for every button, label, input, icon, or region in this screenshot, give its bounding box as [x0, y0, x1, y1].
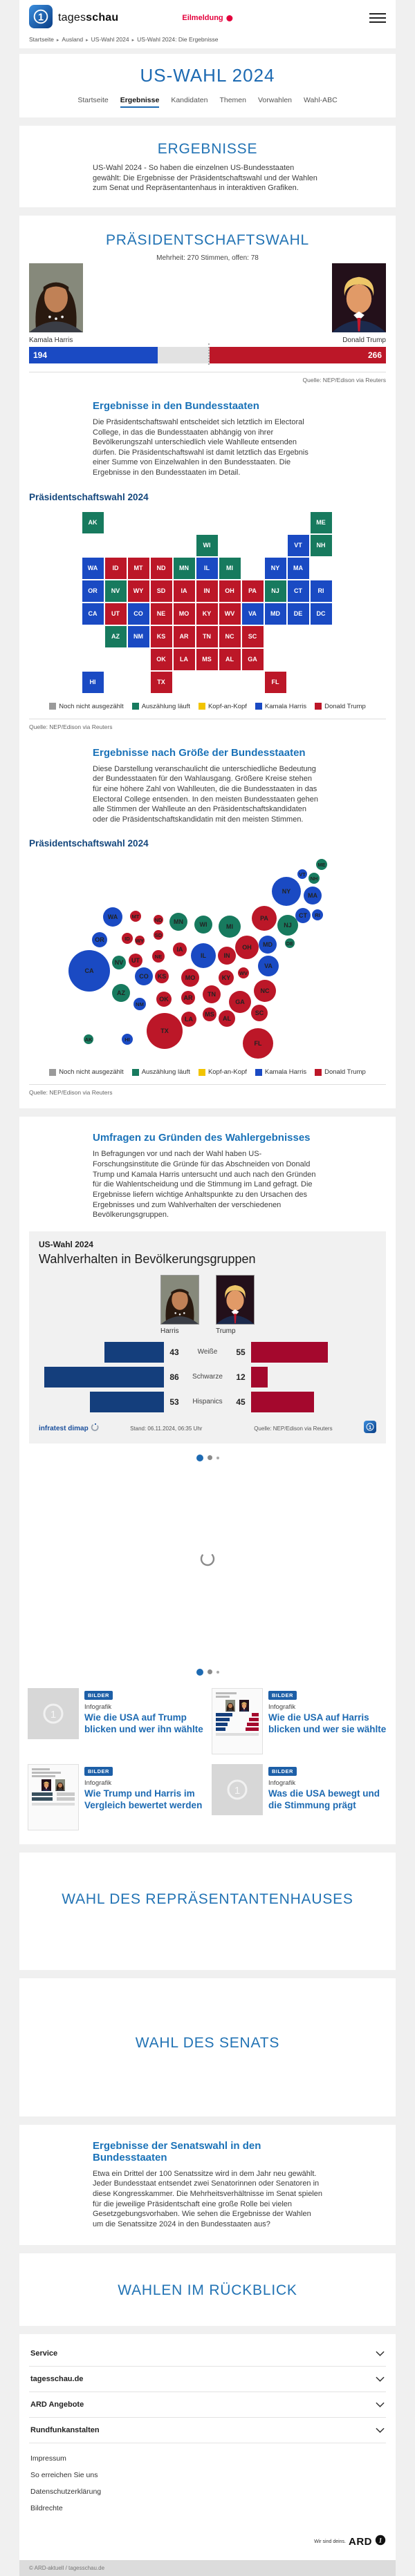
accordion-label: ARD Angebote	[30, 2400, 84, 2409]
breadcrumb-item[interactable]: Startseite	[29, 36, 54, 43]
trump-bar	[251, 1342, 328, 1363]
state-tile-OR[interactable]: OR	[82, 580, 104, 602]
state-bubble-AK[interactable]: AK	[84, 1034, 93, 1044]
tagesschau-mini-icon	[364, 1421, 376, 1437]
state-bubble-KS[interactable]: KS	[155, 969, 169, 983]
state-tile-NJ[interactable]: NJ	[265, 580, 286, 602]
state-bubble-NV[interactable]: NV	[112, 956, 126, 969]
ard-brand: ARD	[349, 2535, 372, 2548]
footer-accordion-ard-angebote[interactable]	[29, 2392, 386, 2418]
teaser-thumbnail-placeholder	[28, 1688, 79, 1739]
breaking-news-dot-icon	[227, 15, 233, 21]
harris-value: 53	[169, 1396, 179, 1407]
state-bubble-AR[interactable]: AR	[181, 991, 195, 1005]
map-legend	[19, 703, 396, 710]
state-bubble-OH[interactable]: OH	[235, 936, 259, 959]
section-heading-senat: WAHL DES SENATS	[135, 2034, 280, 2051]
state-bubble-NE[interactable]: NE	[152, 950, 165, 963]
legend-swatch	[132, 703, 139, 710]
majority-marker	[208, 343, 210, 365]
harris-value: 43	[169, 1347, 179, 1357]
breaking-news-label: Eilmeldung	[182, 14, 223, 22]
legend-swatch	[199, 1069, 205, 1076]
state-bubble-NH[interactable]: NH	[308, 873, 320, 884]
state-bubble-PA[interactable]: PA	[252, 906, 277, 931]
trump-bar	[251, 1367, 268, 1388]
state-tile-WV[interactable]: WV	[219, 603, 241, 625]
harris-bar	[104, 1342, 164, 1363]
state-bubble-GA[interactable]: GA	[229, 991, 251, 1013]
source-note: Quelle: NEP/Edison via Reuters	[29, 1089, 113, 1097]
state-bubble-WI[interactable]: WI	[194, 916, 212, 934]
state-bubble-AZ[interactable]: AZ	[112, 984, 130, 1002]
legend-swatch	[315, 703, 322, 710]
legend-item	[199, 1068, 247, 1076]
harris-value: 86	[169, 1372, 179, 1382]
legend-item	[132, 1068, 190, 1076]
harris-bar-track	[39, 1367, 164, 1388]
state-bubble-OR[interactable]: OR	[92, 932, 107, 947]
ard-tagline: Wir sind deins.	[314, 2539, 346, 2544]
breadcrumb-separator: ▸	[86, 38, 89, 43]
state-tile-ME[interactable]: ME	[311, 512, 332, 533]
legend-swatch	[255, 1069, 262, 1076]
state-bubble-IL[interactable]: IL	[191, 943, 216, 968]
teaser-title: Wie die USA auf Trump blicken und wer ihn wählte	[84, 1712, 203, 1734]
legend-swatch	[49, 703, 56, 710]
state-tile-DE[interactable]: DE	[288, 603, 309, 625]
harris-bar-track	[39, 1392, 164, 1412]
state-tile-NY[interactable]: NY	[265, 558, 286, 579]
teaser-title: Wie Trump und Harris im Vergleich bewertet werden	[84, 1788, 203, 1810]
footer-links	[29, 2450, 386, 2517]
state-tile-NC[interactable]: NC	[219, 626, 241, 647]
menu-burger-icon[interactable]	[369, 10, 386, 26]
tagesschau-wordmark: tagesschau	[58, 12, 119, 23]
state-tile-ID[interactable]: ID	[105, 558, 127, 579]
legend-item	[315, 1068, 366, 1076]
legend-label: Noch nicht ausgezählt	[59, 702, 124, 710]
bilder-badge: BILDER	[84, 1691, 113, 1700]
demographics-bars	[39, 1342, 376, 1412]
state-tile-NH[interactable]: NH	[311, 535, 332, 556]
state-tile-WA[interactable]: WA	[82, 558, 104, 579]
teaser-thumbnail-compare	[28, 1764, 79, 1830]
subheading-umfragen: Umfragen zu Gründen des Wahlergebnisses	[93, 1132, 311, 1144]
state-tile-IN[interactable]: IN	[196, 580, 218, 602]
us-states-choropleth-map[interactable]	[82, 512, 333, 694]
infographic-title: Wahlverhalten in Bevölkerungsgruppen	[39, 1251, 256, 1266]
legend-label: Kamala Harris	[264, 702, 307, 710]
legend-label: Kamala Harris	[264, 1068, 307, 1077]
subheading-groesse: Ergebnisse nach Größe der Bundesstaaten	[93, 746, 306, 759]
chart-label-trump: Trump	[216, 1327, 236, 1335]
state-tile-MA[interactable]: MA	[288, 558, 309, 579]
state-bubble-DE[interactable]: DE	[285, 938, 295, 948]
candidate-name-harris: Kamala Harris	[29, 336, 73, 344]
intro-section	[19, 126, 396, 207]
state-tile-CO[interactable]: CO	[128, 603, 149, 625]
svg-text:1: 1	[368, 1423, 372, 1430]
carousel-pagination	[19, 1455, 396, 1461]
page-title: US-WAHL 2024	[140, 65, 275, 86]
legend-item	[49, 1068, 123, 1076]
state-bubble-ID[interactable]: ID	[122, 933, 133, 944]
legend-item	[199, 703, 247, 710]
state-tile-RI[interactable]: RI	[311, 580, 332, 602]
state-bubble-NC[interactable]: NC	[254, 980, 276, 1002]
carousel-pagination	[19, 1669, 396, 1676]
teaser-kicker: Infografik	[268, 1779, 296, 1787]
group-label: Schwarze	[192, 1373, 223, 1381]
state-bubble-MO[interactable]: MO	[181, 969, 199, 987]
breadcrumb-separator: ▸	[131, 38, 135, 43]
trump-value: 55	[236, 1347, 246, 1357]
source-note: Quelle: NEP/Edison via Reuters	[302, 376, 386, 383]
state-tile-WI[interactable]: WI	[196, 535, 218, 556]
state-bubble-MN[interactable]: MN	[169, 913, 187, 931]
legend-label: Auszählung läuft	[141, 702, 190, 710]
state-tile-FL[interactable]: FL	[265, 672, 286, 693]
breadcrumb-item[interactable]: US-Wahl 2024: Die Ergebnisse	[137, 36, 219, 43]
state-bubble-WV[interactable]: WV	[238, 967, 249, 978]
state-tile-AZ[interactable]: AZ	[105, 626, 127, 647]
state-tile-MN[interactable]: MN	[174, 558, 195, 579]
state-bubble-NY[interactable]: NY	[272, 877, 301, 906]
legend-swatch	[315, 1069, 322, 1076]
state-tile-VA[interactable]: VA	[242, 603, 264, 625]
teaser-card[interactable]	[212, 1688, 387, 1754]
state-bubble-WA[interactable]: WA	[103, 907, 122, 927]
breaking-news-link[interactable]	[182, 14, 232, 22]
legend-item	[315, 703, 366, 710]
breadcrumb-separator: ▸	[56, 38, 59, 43]
section-heading-rueckblick: WAHLEN IM RÜCKBLICK	[118, 2282, 297, 2298]
state-tile-KY[interactable]: KY	[196, 603, 218, 625]
state-tile-CA[interactable]: CA	[82, 603, 104, 625]
chart-label-harris: Harris	[160, 1327, 179, 1335]
state-tile-MS[interactable]: MS	[196, 649, 218, 670]
harris-bar-track	[39, 1342, 164, 1363]
senatswahl-text: Etwa ein Drittel der 100 Senatssitze wird in dem Jahr neu gewählt. Jeder Bundesstaat entsendet zwei Senatorinnen oder Senatoren in diese Kongresskammer. Die Mehrheitsverhältnisse im Senat spielen für die jeweilige Präsidentschaft eine große Rolle bei vielen Gesetzgebungsvorhaben. Wie sehen die Ergebnisse der Wahlen um die Senatssitze 2024 in den Bundesstaaten aus?	[93, 2169, 322, 2228]
footer-link-bildrechte[interactable]: Bildrechte	[30, 2503, 63, 2512]
chevron-down-icon	[376, 2347, 385, 2360]
senate-results-section	[19, 2125, 396, 2245]
state-tile-OK[interactable]: OK	[151, 649, 172, 670]
state-bubble-SD[interactable]: SD	[154, 930, 163, 940]
infographic-kicker: US-Wahl 2024	[39, 1239, 93, 1249]
state-tile-IL[interactable]: IL	[196, 558, 218, 579]
accordion-label: Service	[30, 2349, 58, 2358]
state-bubble-CO[interactable]: CO	[135, 967, 153, 985]
state-tile-CT[interactable]: CT	[288, 580, 309, 602]
teaser-grid	[28, 1688, 387, 1830]
harris-bar	[44, 1367, 164, 1388]
state-bubble-NJ[interactable]: NJ	[277, 915, 298, 936]
state-bubble-CA[interactable]: CA	[68, 950, 110, 992]
trump-bar-track	[251, 1342, 376, 1363]
footer-accordion-tagesschau-de[interactable]	[29, 2367, 386, 2392]
state-tile-NE[interactable]: NE	[151, 603, 172, 625]
state-tile-WY[interactable]: WY	[128, 580, 149, 602]
section-heading-praesidentschaftswahl: PRÄSIDENTSCHAFTSWAHL	[105, 231, 310, 248]
electoral-vote-bar[interactable]	[29, 347, 386, 363]
trump-bar	[251, 1392, 314, 1412]
state-bubble-MI[interactable]: MI	[219, 916, 241, 938]
site-footer	[19, 2334, 396, 2560]
intro-text: US-Wahl 2024 - So haben die einzelnen US-Bundesstaaten gewählt: Die Ergebnisse der Präsidentschaftswahl und der Wahlen zum Senat und Repräsentantenhaus in interaktiven Grafiken.	[93, 164, 317, 193]
donald-trump-photo	[332, 263, 386, 332]
legend-label: Noch nicht ausgezählt	[59, 1068, 124, 1077]
section-heading-repraesentantenhaus: WAHL DES REPRÄSENTANTENHAUSES	[62, 1891, 353, 1907]
state-tile-NM[interactable]: NM	[128, 626, 149, 647]
state-tile-UT[interactable]: UT	[105, 603, 127, 625]
bilder-badge: BILDER	[84, 1767, 113, 1776]
demographics-row	[39, 1342, 376, 1363]
tagesschau-app-icon	[29, 5, 53, 32]
trump-vote-segment: 266	[210, 347, 386, 363]
state-tile-MT[interactable]: MT	[128, 558, 149, 579]
groesse-text: Diese Darstellung veranschaulicht die unterschiedliche Bedeutung der Bundesstaaten für den Wahlausgang. Größere Kreise stehen für eine höhere Zahl von Wahlleuten, die die Bundesstaaten in das Electoral College entsenden. In den meisten Bundesstaaten gehen alle Stimmen der Wahlleute an den Präsidentschaftskandidaten oder die Präsidentschaftskandidatin mit den meisten Stimmen.	[93, 764, 318, 824]
legend-label: Kopf-an-Kopf	[208, 702, 247, 710]
tab-wahl-abc[interactable]: Wahl-ABC	[304, 96, 338, 104]
state-bubble-VT[interactable]: VT	[297, 869, 307, 879]
teaser-kicker: Infografik	[84, 1703, 112, 1711]
breadcrumb	[29, 32, 386, 43]
teaser-title: Was die USA bewegt und die Stimmung prägt	[268, 1788, 380, 1810]
state-tile-SC[interactable]: SC	[242, 626, 264, 647]
pagination-dot[interactable]	[216, 1671, 219, 1674]
bubble-map-title: Präsidentschaftswahl 2024	[29, 838, 149, 849]
state-tile-TN[interactable]: TN	[196, 626, 218, 647]
legend-swatch	[199, 703, 205, 710]
bilder-badge: BILDER	[268, 1691, 297, 1700]
majority-note: Mehrheit: 270 Stimmen, offen: 78	[156, 254, 259, 262]
teaser-card[interactable]	[212, 1764, 387, 1830]
state-tile-HI[interactable]: HI	[82, 672, 104, 693]
state-bubble-KY[interactable]: KY	[219, 970, 234, 985]
state-bubble-MS[interactable]: MS	[203, 1007, 216, 1021]
svg-text:1: 1	[378, 2537, 382, 2545]
state-bubble-FL[interactable]: FL	[243, 1028, 273, 1059]
review-section	[19, 2253, 396, 2326]
state-bubble-RI[interactable]: RI	[312, 909, 323, 920]
state-bubble-NM[interactable]: NM	[133, 998, 146, 1010]
state-tile-TX[interactable]: TX	[151, 672, 172, 693]
legend-label: Auszählung läuft	[141, 1068, 190, 1077]
pagination-dot[interactable]	[208, 1455, 212, 1460]
chevron-down-icon	[376, 2424, 385, 2436]
demographics-row	[39, 1367, 376, 1388]
trump-value: 12	[236, 1372, 246, 1382]
state-tile-GA[interactable]: GA	[242, 649, 264, 670]
state-tile-DC[interactable]: DC	[311, 603, 332, 625]
copyright-bar: © ARD-aktuell / tagesschau.de	[19, 2560, 396, 2576]
state-bubble-TX[interactable]: TX	[147, 1013, 183, 1049]
state-tile-NV[interactable]: NV	[105, 580, 127, 602]
trump-value: 45	[236, 1396, 246, 1407]
president-section	[19, 216, 396, 1109]
demographics-row	[39, 1392, 376, 1412]
pagination-dot[interactable]	[208, 1669, 212, 1674]
tab-ergebnisse[interactable]: Ergebnisse	[120, 96, 160, 108]
group-label: Hispanics	[192, 1398, 223, 1406]
footer-link-impressum[interactable]: Impressum	[30, 2454, 66, 2463]
infratest-dimap-logo: infratest dimap	[39, 1423, 99, 1434]
bubble-legend	[19, 1068, 396, 1076]
ard-one-icon	[375, 2535, 386, 2549]
tab-themen[interactable]: Themen	[219, 96, 246, 104]
pagination-dot[interactable]	[216, 1457, 219, 1459]
state-tile-OH[interactable]: OH	[219, 580, 241, 602]
source-note: Quelle: NEP/Edison via Reuters	[29, 723, 113, 730]
state-tile-MD[interactable]: MD	[265, 603, 286, 625]
subheading-senatswahl: Ergebnisse der Senatswahl in den Bundesstaaten	[93, 2139, 261, 2163]
trump-bar-track	[251, 1367, 376, 1388]
state-bubble-MD[interactable]: MD	[259, 936, 277, 954]
legend-swatch	[132, 1069, 139, 1076]
breadcrumb-item[interactable]: Ausland	[62, 36, 84, 43]
harris-thumbnail-photo	[160, 1275, 199, 1325]
state-bubble-CT[interactable]: CT	[295, 908, 311, 923]
tab-startseite[interactable]: Startseite	[77, 96, 109, 104]
state-tile-IA[interactable]: IA	[174, 580, 195, 602]
state-tile-AK[interactable]: AK	[82, 512, 104, 533]
state-bubble-SC[interactable]: SC	[251, 1005, 268, 1021]
state-bubble-AL[interactable]: AL	[219, 1010, 235, 1027]
map-title: Präsidentschaftswahl 2024	[29, 491, 149, 502]
pagination-dot-active[interactable]	[196, 1669, 203, 1676]
state-tile-KS[interactable]: KS	[151, 626, 172, 647]
tab-vorwahlen[interactable]: Vorwahlen	[257, 96, 293, 104]
senate-section	[19, 1978, 396, 2116]
breadcrumb-item[interactable]: US-Wahl 2024	[91, 36, 129, 43]
accordion-label: tagesschau.de	[30, 2374, 84, 2383]
kamala-harris-photo	[29, 263, 83, 332]
legend-swatch	[49, 1069, 56, 1076]
state-bubble-TN[interactable]: TN	[203, 985, 221, 1003]
state-tile-MO[interactable]: MO	[174, 603, 195, 625]
teaser-thumbnail-placeholder	[212, 1764, 263, 1815]
bundesstaaten-text: Die Präsidentschaftswahl entscheidet sich letztlich im Electoral College, in das die Bundesstaaten abhängig von ihrer Bevölkerungszahl unterschiedlich viele Wahlleute entsenden dürfen. Die Präsidentschaftswahl ist damit letztlich das Ergebnis einer Summe von Einzelwahlen in den Bundesstaaten. Die Ergebnisse in den Bundesstaaten im Detail.	[93, 417, 308, 477]
polls-section	[19, 1117, 396, 1844]
legend-item	[49, 703, 123, 710]
state-tile-AR[interactable]: AR	[174, 626, 195, 647]
state-tile-LA[interactable]: LA	[174, 649, 195, 670]
accordion-label: Rundfunkanstalten	[30, 2425, 100, 2434]
subheading-bundesstaaten: Ergebnisse in den Bundesstaaten	[93, 399, 259, 412]
harris-bar	[90, 1392, 164, 1412]
loading-spinner-icon	[199, 1551, 216, 1571]
state-tile-ND[interactable]: ND	[151, 558, 172, 579]
divider	[29, 1084, 386, 1085]
teaser-card[interactable]	[28, 1764, 203, 1830]
loading-area	[19, 1464, 396, 1658]
bilder-badge: BILDER	[268, 1767, 297, 1776]
harris-vote-segment: 194	[29, 347, 158, 363]
state-bubble-IA[interactable]: IA	[173, 943, 187, 956]
state-tile-MI[interactable]: MI	[219, 558, 241, 579]
svg-text:1: 1	[50, 1708, 57, 1721]
footer-accordion-service[interactable]	[29, 2341, 386, 2367]
footer-accordions	[29, 2341, 386, 2443]
teaser-card[interactable]	[28, 1688, 203, 1754]
state-bubble-OK[interactable]: OK	[156, 992, 172, 1007]
state-bubble-ME[interactable]: ME	[316, 859, 327, 870]
state-bubble-IN[interactable]: IN	[218, 947, 236, 965]
legend-label: Donald Trump	[324, 702, 366, 710]
state-bubble-ND[interactable]: ND	[154, 915, 163, 925]
section-heading-ergebnisse: ERGEBNISSE	[157, 141, 258, 157]
state-bubble-LA[interactable]: LA	[181, 1012, 196, 1027]
legend-label: Kopf-an-Kopf	[208, 1068, 247, 1077]
teaser-title: Wie die USA auf Harris blicken und wer sie wählte	[268, 1712, 387, 1734]
footer-link-datenschutzerkl-rung[interactable]: Datenschutzerklärung	[30, 2487, 102, 2496]
state-tile-PA[interactable]: PA	[242, 580, 264, 602]
teaser-thumbnail-chart	[212, 1688, 263, 1754]
legend-label: Donald Trump	[324, 1068, 366, 1077]
tab-kandidaten[interactable]: Kandidaten	[171, 96, 208, 104]
state-tile-VT[interactable]: VT	[288, 535, 309, 556]
stand-timestamp: Stand: 06.11.2024, 06:35 Uhr	[130, 1425, 203, 1432]
source-note: Quelle: NEP/Edison via Reuters	[254, 1425, 333, 1432]
svg-text:1: 1	[37, 12, 44, 23]
footer-link-so-erreichen-sie-uns[interactable]: So erreichen Sie uns	[30, 2470, 98, 2479]
footer-accordion-rundfunkanstalten[interactable]	[29, 2418, 386, 2443]
tagesschau-logo[interactable]	[29, 5, 118, 32]
house-section	[19, 1853, 396, 1970]
chevron-down-icon	[376, 2398, 385, 2411]
state-bubble-MT[interactable]: MT	[130, 911, 141, 922]
tab-bar	[26, 96, 389, 108]
umfragen-text: In Befragungen vor und nach der Wahl haben US-Forschungsinstitute die Gründe für das Abschneiden von Donald Trump und Kamala Harris untersucht und auch nach den Gründen für die Wahlentscheidung und die Stimmung im Land gefragt. Die Ergebnisse liefern wichtige Anhaltspunkte zu den Ursachen des Ergebnisses und zum Wahlverhalten der verschiedenen Bevölkerungsgruppen.	[93, 1150, 316, 1220]
candidate-name-trump: Donald Trump	[342, 336, 386, 344]
demographics-infographic	[29, 1231, 386, 1443]
teaser-kicker: Infografik	[84, 1779, 112, 1787]
legend-item	[255, 1068, 306, 1076]
state-tile-AL[interactable]: AL	[219, 649, 241, 670]
state-bubble-VA[interactable]: VA	[258, 956, 279, 976]
electoral-bubble-cartogram[interactable]	[48, 853, 346, 1060]
state-tile-SD[interactable]: SD	[151, 580, 172, 602]
svg-text:1: 1	[234, 1784, 241, 1797]
group-label: Weiße	[197, 1348, 218, 1356]
teaser-kicker: Infografik	[268, 1703, 296, 1711]
state-bubble-HI[interactable]: HI	[122, 1034, 133, 1045]
ard-logo	[29, 2535, 386, 2549]
pagination-dot-active[interactable]	[196, 1455, 203, 1461]
legend-swatch	[255, 703, 262, 710]
trump-thumbnail-photo	[216, 1275, 255, 1325]
trump-bar-track	[251, 1392, 376, 1412]
chevron-down-icon	[376, 2373, 385, 2385]
legend-item	[255, 703, 306, 710]
state-bubble-MA[interactable]: MA	[304, 887, 322, 905]
state-bubble-WY[interactable]: WY	[135, 936, 145, 945]
state-bubble-UT[interactable]: UT	[129, 954, 142, 967]
dossier-nav	[19, 54, 396, 117]
legend-item	[132, 703, 190, 710]
site-header	[19, 0, 396, 48]
